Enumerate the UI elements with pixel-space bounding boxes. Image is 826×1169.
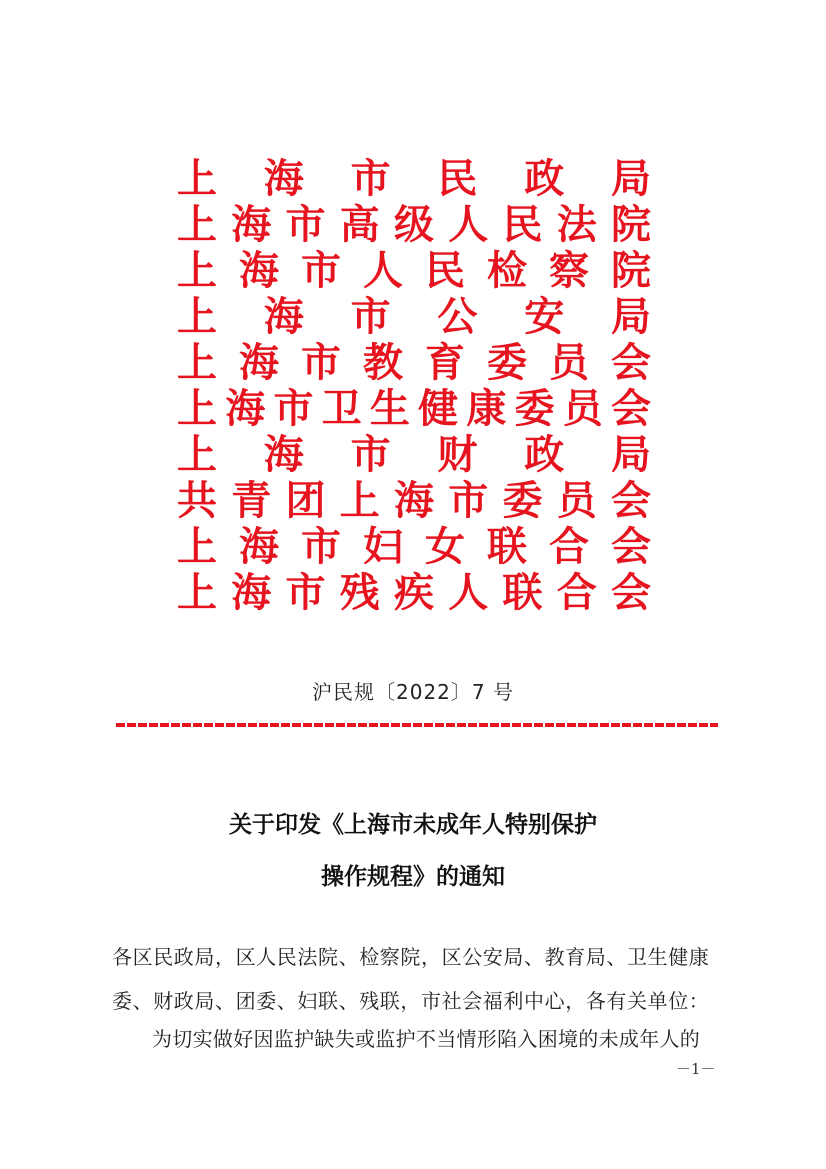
- issuer-char: 上: [177, 431, 217, 478]
- issuer-char: 残: [339, 569, 380, 616]
- issuer-line: [177, 294, 651, 340]
- issuer-char: 市: [301, 339, 341, 386]
- issuer-char: 局: [610, 155, 651, 202]
- issuing-authorities: [177, 156, 651, 616]
- issuer-char: 健: [418, 385, 459, 432]
- issuer-char: 上: [177, 247, 217, 294]
- issuer-char: 海: [231, 201, 272, 248]
- issuer-char: 妇: [363, 523, 403, 570]
- issuer-char: 政: [524, 155, 565, 202]
- issuer-char: 海: [239, 339, 279, 386]
- issuer-char: 委: [487, 339, 527, 386]
- issuer-char: 员: [562, 385, 603, 432]
- issuer-char: 财: [437, 431, 478, 478]
- issuer-char: 人: [448, 201, 489, 248]
- issuer-char: 上: [339, 477, 380, 524]
- issuer-char: 育: [425, 339, 465, 386]
- issuer-char: 会: [611, 477, 651, 524]
- issuer-line: [177, 432, 651, 478]
- issuer-char: 市: [285, 201, 326, 248]
- issuer-char: 院: [611, 247, 651, 294]
- issuer-char: 检: [487, 247, 527, 294]
- issuer-line: [177, 386, 651, 432]
- issuer-char: 上: [177, 201, 217, 248]
- issuer-char: 共: [177, 477, 217, 524]
- issuer-char: 合: [549, 523, 589, 570]
- issuer-char: 合: [556, 569, 597, 616]
- issuer-char: 安: [524, 293, 565, 340]
- issuer-char: 上: [177, 293, 217, 340]
- issuer-char: 市: [301, 523, 341, 570]
- issuer-char: 市: [350, 293, 391, 340]
- issuer-char: 局: [610, 293, 651, 340]
- issuer-line: [177, 478, 651, 524]
- red-divider-rule: [116, 723, 718, 727]
- issuer-line: [177, 570, 651, 616]
- issuer-char: 市: [273, 385, 314, 432]
- issuer-char: 市: [350, 431, 391, 478]
- issuer-line: [177, 524, 651, 570]
- issuer-char: 市: [350, 155, 391, 202]
- issuer-char: 员: [549, 339, 589, 386]
- issuer-char: 委: [502, 477, 543, 524]
- addressee-line-2: 委、财政局、团委、妇联、残联，市社会福利中心，各有关单位：: [112, 989, 710, 1013]
- issuer-char: 海: [263, 293, 304, 340]
- document-number: 沪民规〔2022〕7 号: [312, 680, 514, 704]
- issuer-char: 教: [363, 339, 403, 386]
- issuer-char: 上: [177, 339, 217, 386]
- issuer-char: 上: [177, 569, 217, 616]
- issuer-char: 女: [425, 523, 465, 570]
- document-title-line-1: 关于印发《上海市未成年人特别保护: [229, 812, 597, 838]
- issuer-char: 民: [437, 155, 478, 202]
- issuer-char: 康: [466, 385, 507, 432]
- issuer-char: 疾: [394, 569, 434, 616]
- issuer-char: 上: [177, 385, 217, 432]
- addressee-line-1: 各区民政局，区人民法院、检察院，区公安局、教育局、卫生健康: [112, 945, 710, 969]
- issuer-char: 青: [231, 477, 272, 524]
- issuer-char: 团: [285, 477, 326, 524]
- issuer-char: 会: [611, 569, 651, 616]
- issuer-char: 委: [514, 385, 555, 432]
- issuer-char: 人: [448, 569, 489, 616]
- issuer-char: 海: [394, 477, 434, 524]
- document-title-line-2: 操作规程》的通知: [321, 864, 505, 890]
- issuer-char: 上: [177, 155, 217, 202]
- page-number: －1－: [676, 1060, 716, 1078]
- issuer-line: [177, 156, 651, 202]
- issuer-char: 高: [339, 201, 380, 248]
- issuer-char: 海: [225, 385, 266, 432]
- issuer-char: 市: [285, 569, 326, 616]
- issuer-line: [177, 340, 651, 386]
- issuer-char: 政: [524, 431, 565, 478]
- issuer-char: 察: [549, 247, 589, 294]
- issuer-char: 联: [502, 569, 543, 616]
- issuer-char: 海: [239, 247, 279, 294]
- issuer-char: 会: [610, 385, 651, 432]
- issuer-line: [177, 248, 651, 294]
- issuer-char: 民: [502, 201, 543, 248]
- issuer-char: 局: [610, 431, 651, 478]
- issuer-char: 会: [611, 523, 651, 570]
- issuer-char: 员: [556, 477, 597, 524]
- issuer-char: 公: [437, 293, 478, 340]
- issuer-line: [177, 202, 651, 248]
- issuer-char: 市: [448, 477, 489, 524]
- issuer-char: 会: [611, 339, 651, 386]
- issuer-char: 上: [177, 523, 217, 570]
- issuer-char: 院: [611, 201, 651, 248]
- issuer-char: 市: [301, 247, 341, 294]
- issuer-char: 生: [369, 385, 410, 432]
- issuer-char: 卫: [321, 385, 362, 432]
- issuer-char: 海: [263, 431, 304, 478]
- body-paragraph-start: 为切实做好因监护缺失或监护不当情形陷入困境的未成年人的: [152, 1027, 701, 1051]
- issuer-char: 法: [556, 201, 597, 248]
- issuer-char: 民: [425, 247, 465, 294]
- issuer-char: 人: [363, 247, 403, 294]
- issuer-char: 海: [263, 155, 304, 202]
- issuer-char: 海: [231, 569, 272, 616]
- issuer-char: 级: [394, 201, 434, 248]
- issuer-char: 联: [487, 523, 527, 570]
- issuer-char: 海: [239, 523, 279, 570]
